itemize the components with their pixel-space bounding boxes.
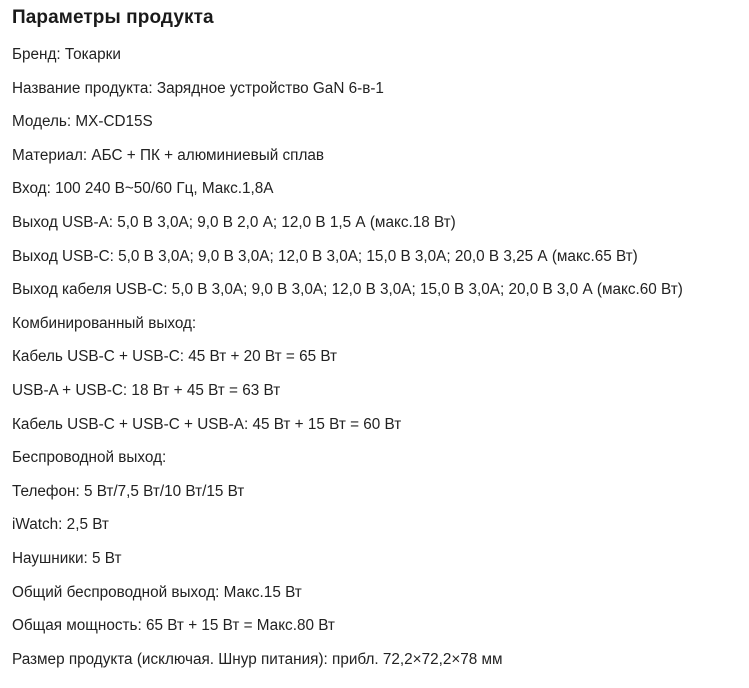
spec-total-power: Общая мощность: 65 Вт + 15 Вт = Макс.80 Вт — [12, 617, 335, 635]
spec-combined-usb-a-usb-c: USB-A + USB-C: 18 Вт + 45 Вт = 63 Вт — [12, 381, 281, 399]
spec-usb-c-cable-output: Выход кабеля USB-C: 5,0 В 3,0А; 9,0 В 3,0А; 12,0 В 3,0А; 15,0 В 3,0А; 20,0 В 3,0 А (макс.60 Вт) — [12, 281, 683, 299]
spec-brand: Бренд: Токарки — [12, 46, 121, 63]
spec-combined-cable-usb-c-usb-a: Кабель USB-C + USB-C + USB-A: 45 Вт + 15 Вт = 60 Вт — [12, 415, 402, 433]
spec-wireless-output-heading: Беспроводной выход: — [12, 449, 167, 467]
spec-product-size: Размер продукта (исключая. Шнур питания): прибл. 72,2×72,2×78 мм — [12, 650, 503, 668]
spec-wireless-phone: Телефон: 5 Вт/7,5 Вт/10 Вт/15 Вт — [12, 482, 245, 500]
spec-input: Вход: 100 240 В~50/60 Гц, Макс.1,8А — [12, 180, 274, 198]
spec-combined-output-heading: Комбинированный выход: — [12, 314, 197, 332]
section-title: Параметры продукта — [12, 7, 214, 28]
spec-combined-cable-usb-c: Кабель USB-C + USB-C: 45 Вт + 20 Вт = 65 Вт — [12, 348, 338, 366]
spec-product-name: Название продукта: Зарядное устройство GaN 6-в-1 — [12, 79, 384, 97]
spec-list — [12, 38, 749, 676]
spec-wireless-iwatch: iWatch: 2,5 Вт — [12, 516, 109, 534]
spec-model: Модель: MX-CD15S — [12, 113, 153, 131]
spec-material: Материал: АБС + ПК + алюминиевый сплав — [12, 146, 325, 164]
spec-total-wireless-output: Общий беспроводной выход: Макс.15 Вт — [12, 583, 302, 601]
spec-usb-a-output: Выход USB-A: 5,0 В 3,0А; 9,0 В 2,0 А; 12,0 В 1,5 А (макс.18 Вт) — [12, 213, 456, 231]
spec-usb-c-output: Выход USB-C: 5,0 В 3,0А; 9,0 В 3,0А; 12,0 В 3,0А; 15,0 В 3,0А; 20,0 В 3,25 А (макс.65 Вт) — [12, 247, 638, 265]
spec-wireless-earphones: Наушники: 5 Вт — [12, 549, 122, 567]
